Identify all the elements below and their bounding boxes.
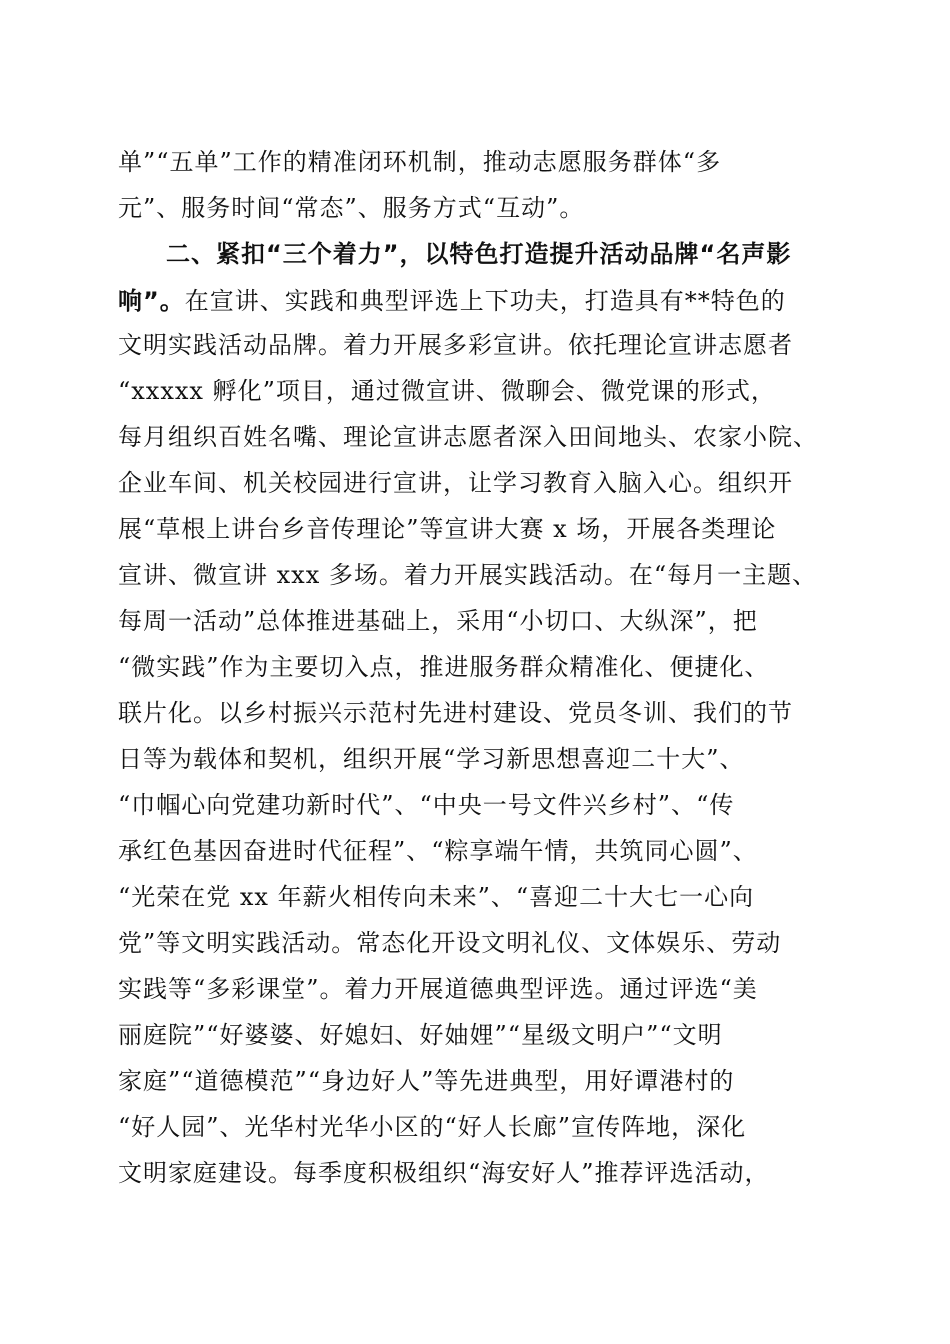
- paragraph-line: “xxxxx 孵化”项目，通过微宣讲、微聊会、微党课的形式，: [118, 377, 776, 405]
- paragraph-line: 文明实践活动品牌。着力开展多彩宣讲。依托理论宣讲志愿者: [118, 331, 793, 359]
- paragraph-line: “巾帼心向党建功新时代”、“中央一号文件兴乡村”、“传: [118, 791, 735, 819]
- paragraph-line: 承红色基因奋进时代征程”、“粽享端午情，共筑同心圆”、: [118, 837, 758, 865]
- section-heading-line: 二、紧扣“三个着力”，以特色打造提升活动品牌“名声影: [166, 240, 792, 268]
- paragraph-line: 党”等文明实践活动。常态化开设文明礼仪、文体娱乐、劳动: [118, 929, 782, 957]
- paragraph-line: 单”“五单”工作的精准闭环机制，推动志愿服务群体“多: [118, 148, 722, 176]
- paragraph-line: 联片化。以乡村振兴示范村先进村建设、党员冬训、我们的节: [118, 699, 793, 727]
- paragraph-line: [118, 286, 786, 316]
- paragraph-line: 每周一活动”总体推进基础上，采用“小切口、大纵深”，把: [118, 607, 758, 635]
- paragraph-line: “微实践”作为主要切入点，推进服务群众精准化、便捷化、: [118, 653, 770, 681]
- paragraph-text: 在宣讲、实践和典型评选上下功夫，打造具有**特色的: [184, 287, 786, 315]
- paragraph-line: “好人园”、光华村光华小区的“好人长廊”宣传阵地，深化: [118, 1113, 747, 1141]
- paragraph-line: 实践等“多彩课堂”。着力开展道德典型评选。通过评选“美: [118, 975, 758, 1003]
- paragraph-line: 文明家庭建设。每季度积极组织“海安好人”推荐评选活动，: [118, 1159, 770, 1187]
- paragraph-line: 元”、服务时间“常态”、服务方式“互动”。: [118, 194, 585, 222]
- paragraph-line: 每月组织百姓名嘴、理论宣讲志愿者深入田间地头、农家小院、: [118, 423, 818, 451]
- paragraph-line: 宣讲、微宣讲 xxx 多场。着力开展实践活动。在“每月一主题、: [118, 561, 818, 589]
- paragraph-line: 企业车间、机关校园进行宣讲，让学习教育入脑入心。组织开: [118, 469, 793, 497]
- paragraph-line: “光荣在党 xx 年薪火相传向未来”、“喜迎二十大七一心向: [118, 883, 755, 911]
- section-heading-tail: 响”。: [118, 287, 185, 315]
- paragraph-line: 丽庭院”“好婆婆、好媳妇、好妯娌”“星级文明户”“文明: [118, 1021, 723, 1049]
- paragraph-line: 家庭”“道德模范”“身边好人”等先进典型，用好谭港村的: [118, 1067, 735, 1095]
- paragraph-line: 日等为载体和契机，组织开展“学习新思想喜迎二十大”、: [118, 745, 745, 773]
- paragraph-line: 展“草根上讲台乡音传理论”等宣讲大赛 x 场，开展各类理论: [118, 515, 777, 543]
